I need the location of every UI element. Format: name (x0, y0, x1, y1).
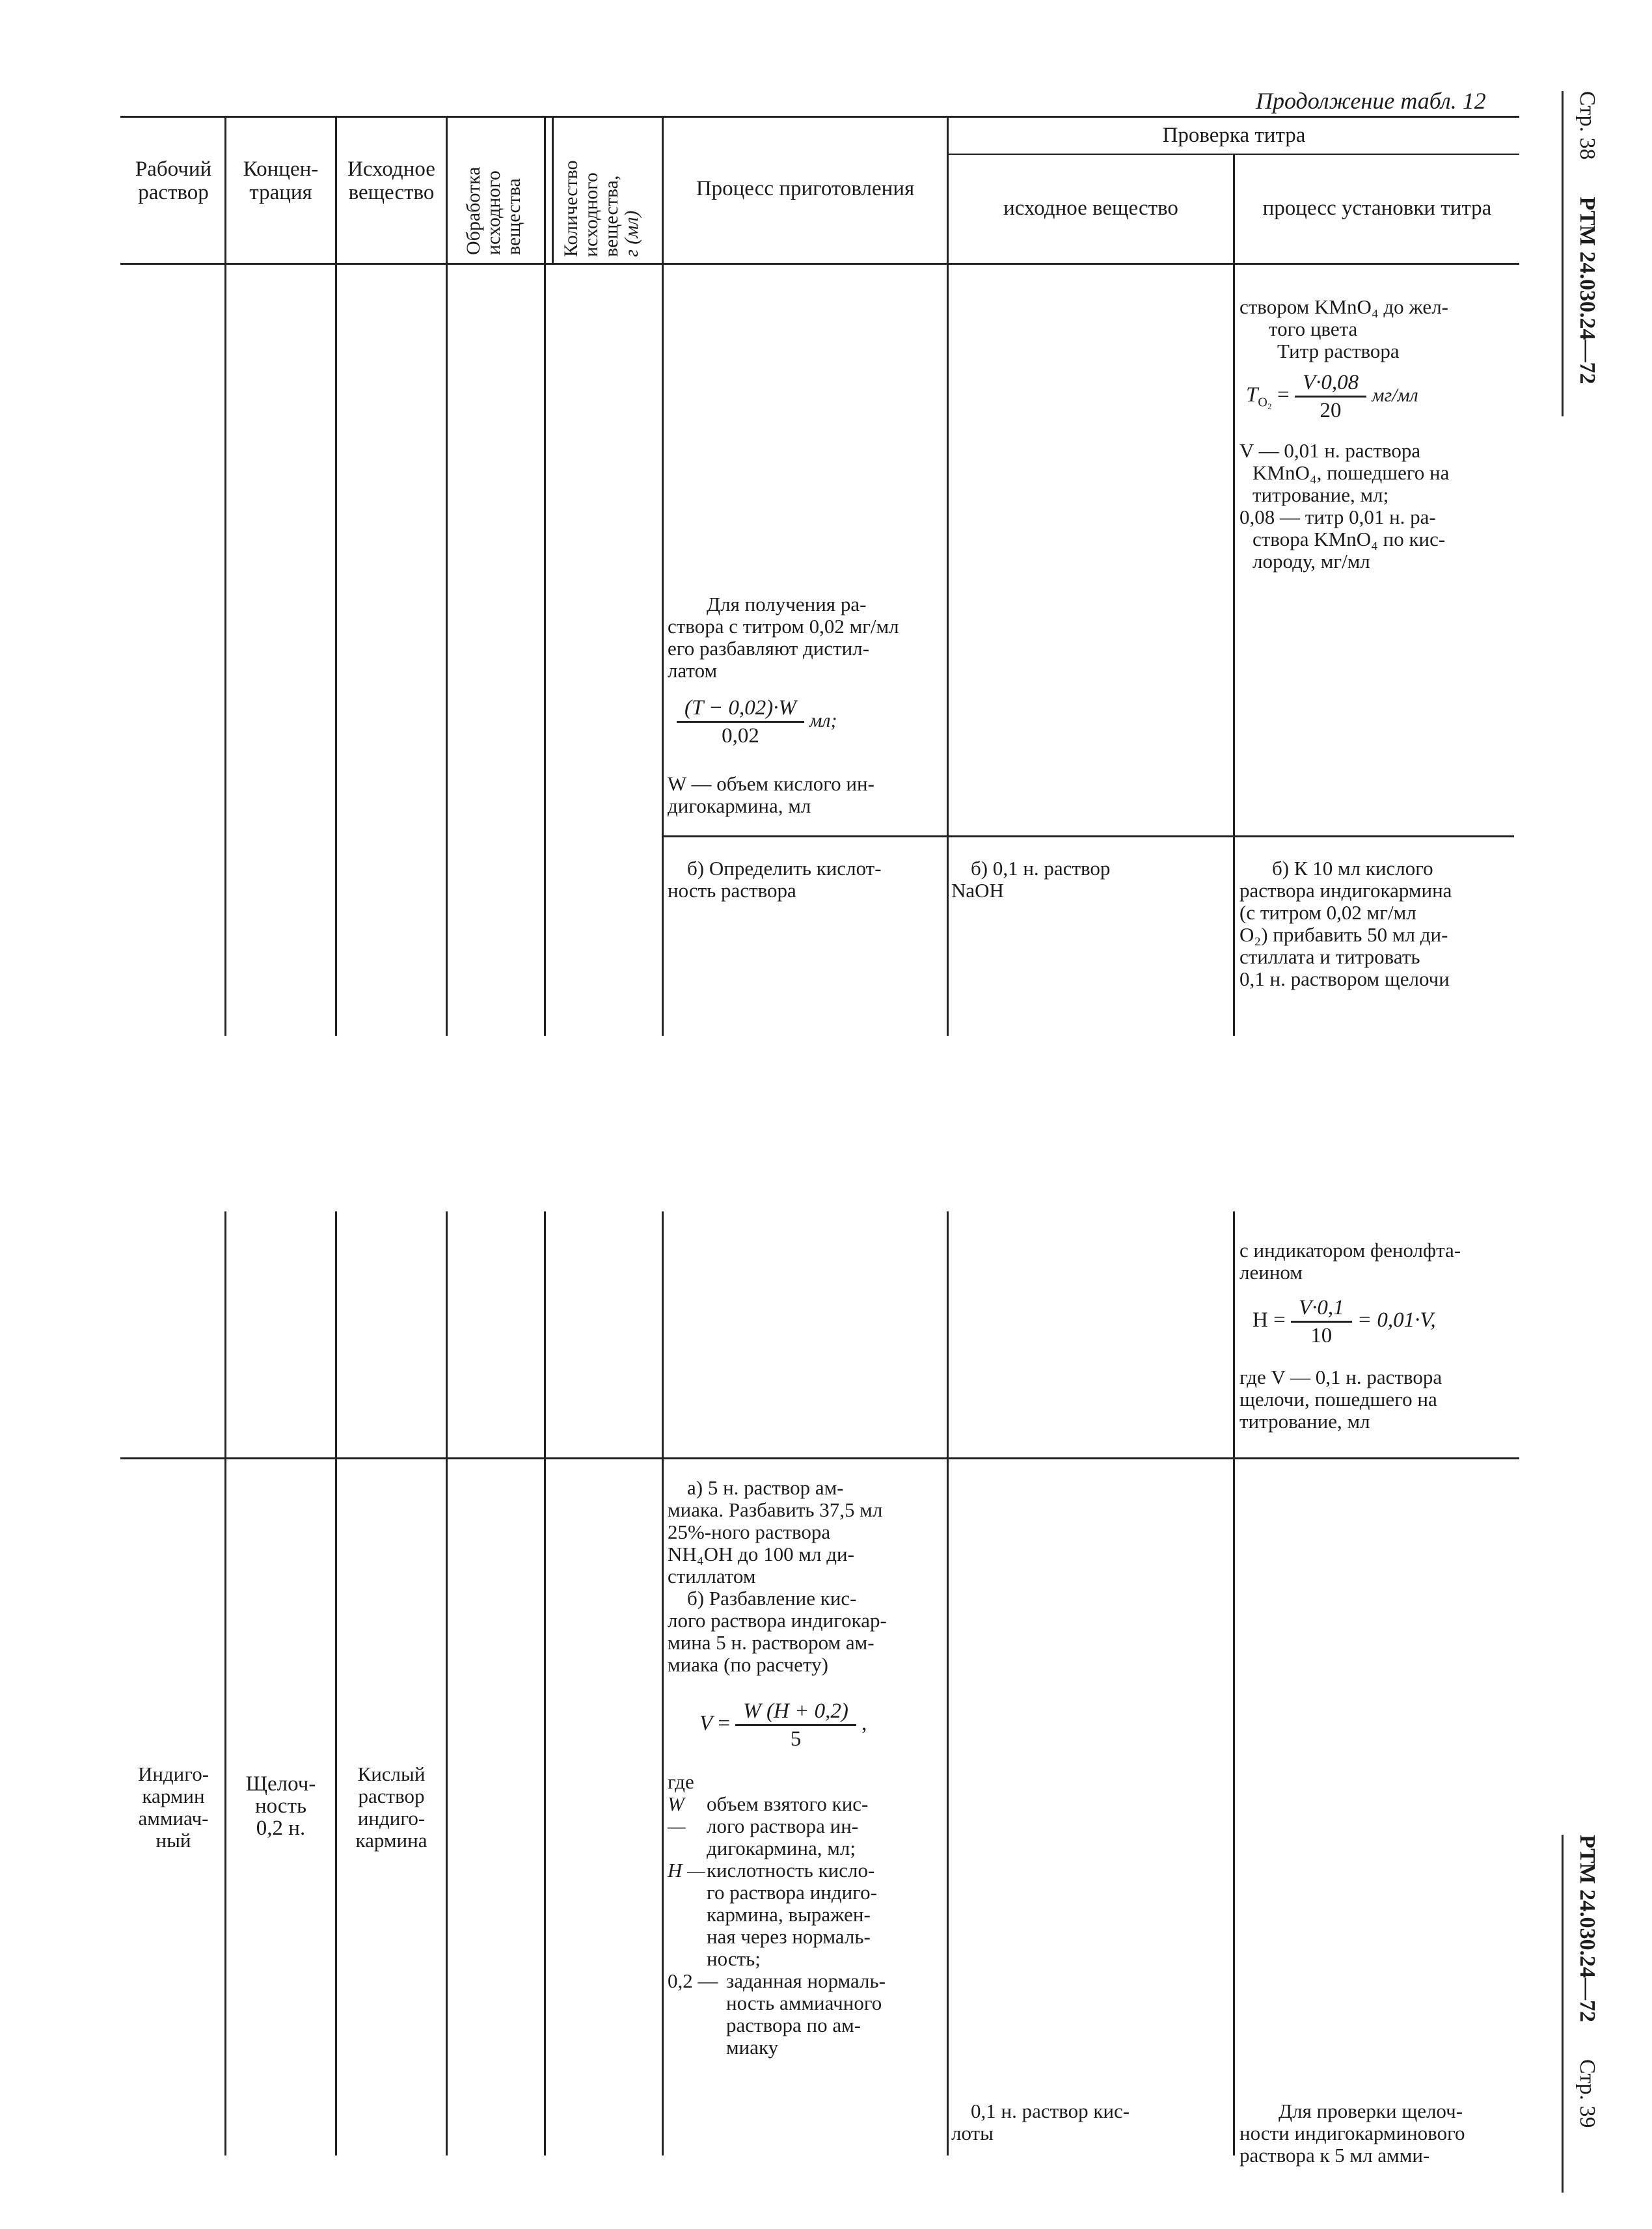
b4-source-substance: Кислый раствор индиго- кармина (355, 1763, 427, 1852)
b4-where: где (668, 1770, 694, 1793)
side-header-top (1575, 91, 1599, 385)
side-rule-bottom (1562, 1835, 1564, 2193)
b1-col8-text: створом KMnO₄ до жел- того цвета Титр раствора (1239, 295, 1448, 362)
b4-defs: W — объем взятого кис- лого раствора ин- дигокармина, мл; H — кислотность кисло- го раствора индиго- кармина, выражен- ная через нормаль- ность; 0,2 — заданная нормаль- ность аммиачного раствора по ам- миаку (668, 1792, 886, 2059)
header-titer-check: Проверка титра (1162, 124, 1306, 147)
header-source-substance: Исходное вещество (347, 157, 435, 204)
side-header-bottom (1575, 1835, 1599, 2128)
header-top-rule (120, 116, 1519, 118)
b2-col7-text: б) 0,1 н. раствор NaOH (951, 857, 1111, 902)
header-preparation-process: Процесс приготовления (696, 177, 915, 200)
b1-col6-text: Для получения ра- створа с титром 0,02 мг/мл его разбавляют дистил- латом (668, 593, 899, 682)
row-rule-1 (662, 835, 1514, 837)
side-rule-top (1562, 91, 1564, 416)
header-treatment: Обработка исходного вещества (463, 167, 524, 255)
b1-col8-notes: V — 0,01 н. раствора KMnO₄, пошедшего на титрование, мл; 0,08 — титр 0,01 н. ра- створа KMnO₄ по кис- лороду, мг/мл (1239, 439, 1450, 573)
b1-formula-dilution: $\frac{(T - 0,02)\cdot W}{0,02}$ мл; (677, 695, 837, 749)
b4-formula-volume: V = $\frac{W (H + 0,2)}{5}$ , (699, 1699, 867, 1751)
b4-col8-text: Для проверки щелоч- ности индигокарминового раствора к 5 мл амми- (1239, 2100, 1465, 2167)
b4-working-solution: Индиго- кармин аммиач- ный (137, 1763, 210, 1852)
b1-formula-titer: $T_{O_2}$ = $\frac{V\cdot 0,08}{20}$ мг/мл (1246, 371, 1418, 422)
row-rule-2 (120, 1457, 1519, 1459)
continuation-title: Продолжение табл. 12 (1256, 88, 1486, 114)
b4-col6-text: а) 5 н. раствор ам- миака. Разбавить 37,5 мл 25%-ного раствора NH₄OH до 100 мл ди- стиллатом б) Разбавление кис- лого раствора индигокар- мина 5 н. раствором ам- миака (по расчету) (668, 1476, 887, 1676)
header-working-solution: Рабочий раствор (135, 157, 212, 204)
side-code-bottom: РТМ 24.030.24—72 (1575, 1835, 1599, 2023)
b3-col8-notes: где V — 0,1 н. раствора щелочи, пошедшего на титрование, мл (1239, 1366, 1442, 1433)
b3-col8-text: с индикатором фенолфта- леином (1239, 1239, 1461, 1284)
header-quantity: Количество исходного вещества, г (мл) (560, 160, 642, 257)
b1-col6-notes: W — объем кислого ин- дигокармина, мл (668, 772, 874, 817)
side-page-bottom: Стр. 39 (1575, 2059, 1599, 2128)
b3-formula-alkalinity: H = $\frac{V\cdot 0,1}{10}$ = 0,01·V, (1253, 1296, 1436, 1347)
b2-col8-text: б) К 10 мл кислого раствора индигокармина (с титром 0,02 мг/мл O₂) прибавить 50 мл ди- стиллата и титровать 0,1 н. раствором щелочи (1239, 857, 1452, 990)
header-titer-setting-process: процесс установки титра (1262, 196, 1492, 220)
side-code-top: РТМ 24.030.24—72 (1575, 196, 1599, 385)
header-bottom-rule (120, 263, 1519, 265)
header-source-substance-check: исходное вещество (1003, 196, 1178, 220)
side-page-top: Стр. 38 (1575, 91, 1599, 160)
b2-col6-text: б) Определить кислот- ность раствора (668, 857, 882, 902)
header-concentration: Концен- трация (243, 157, 319, 204)
b4-concentration: Щелоч- ность 0,2 н. (245, 1772, 316, 1840)
b4-col7-text: 0,1 н. раствор кис- лоты (951, 2100, 1130, 2144)
